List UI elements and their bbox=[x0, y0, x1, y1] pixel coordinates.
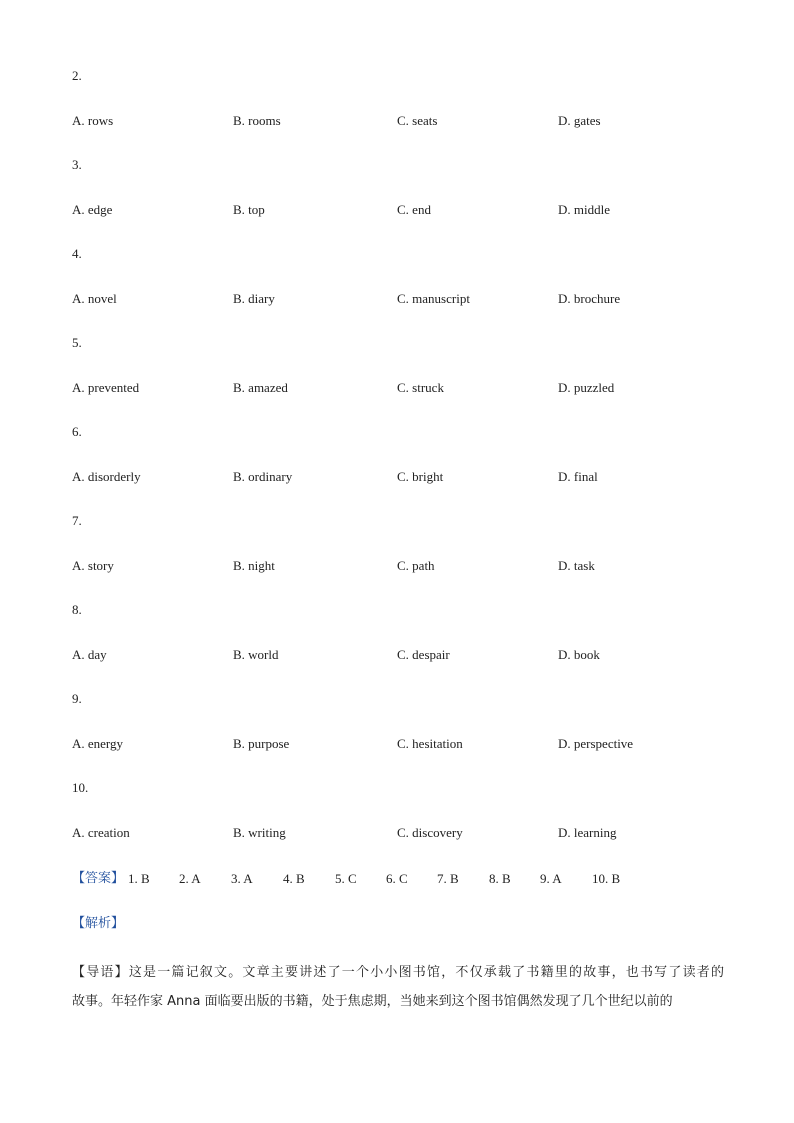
lead-line-2 bbox=[72, 987, 724, 1016]
option-b: B. diary bbox=[233, 291, 275, 306]
lead-label: 【导语】 bbox=[72, 965, 129, 980]
answer-item: 1. B bbox=[128, 871, 150, 886]
options-row bbox=[72, 113, 732, 129]
option-b: B. night bbox=[233, 558, 275, 573]
answer-item: 2. A bbox=[179, 871, 201, 886]
option-c: C. discovery bbox=[397, 825, 463, 840]
lead-line-1 bbox=[72, 958, 724, 987]
answer-item: 5. C bbox=[335, 871, 357, 886]
option-c: C. bright bbox=[397, 469, 444, 484]
answer-item: 9. A bbox=[540, 871, 562, 886]
question-number: 3. bbox=[72, 157, 82, 172]
option-a: A. edge bbox=[72, 202, 113, 217]
option-d: D. brochure bbox=[558, 291, 621, 306]
question-number: 7. bbox=[72, 513, 82, 528]
options-row bbox=[72, 647, 732, 663]
answer-label: 【答案】 bbox=[72, 871, 125, 886]
option-c: C. hesitation bbox=[397, 736, 463, 751]
option-b: B. ordinary bbox=[233, 469, 293, 484]
answer-item: 8. B bbox=[489, 871, 511, 886]
options-row bbox=[72, 558, 732, 574]
answer-key bbox=[72, 870, 732, 888]
option-d: D. final bbox=[558, 469, 598, 484]
lead-text-2: 故事。年轻作家 Anna 面临要出版的书籍，处于焦虑期，当她来到这个图书馆偶然发现了几个世纪以前的 bbox=[72, 994, 673, 1009]
option-a: A. novel bbox=[72, 291, 117, 306]
options-row bbox=[72, 291, 732, 307]
options-row bbox=[72, 825, 732, 841]
option-d: D. learning bbox=[558, 825, 617, 840]
option-a: A. story bbox=[72, 558, 114, 573]
option-c: C. despair bbox=[397, 647, 450, 662]
option-d: D. gates bbox=[558, 113, 601, 128]
options-row bbox=[72, 736, 732, 752]
option-c: C. end bbox=[397, 202, 431, 217]
option-d: D. task bbox=[558, 558, 595, 573]
option-a: A. energy bbox=[72, 736, 124, 751]
question-number: 10. bbox=[72, 780, 89, 795]
option-a: A. disorderly bbox=[72, 469, 141, 484]
option-c: C. seats bbox=[397, 113, 438, 128]
answer-item: 7. B bbox=[437, 871, 459, 886]
option-a: A. day bbox=[72, 647, 107, 662]
answer-item: 10. B bbox=[592, 871, 621, 886]
option-d: D. perspective bbox=[558, 736, 634, 751]
option-c: C. struck bbox=[397, 380, 444, 395]
option-b: B. writing bbox=[233, 825, 286, 840]
analysis-label: 【解析】 bbox=[72, 916, 125, 931]
option-b: B. world bbox=[233, 647, 279, 662]
question-number: 8. bbox=[72, 602, 82, 617]
answer-item: 4. B bbox=[283, 871, 305, 886]
question-number: 5. bbox=[72, 335, 82, 350]
option-c: C. manuscript bbox=[397, 291, 470, 306]
option-b: B. purpose bbox=[233, 736, 290, 751]
lead-text-1: 这是一篇记叙文。文章主要讲述了一个小小图书馆，不仅承载了书籍里的故事，也书写了读者的 bbox=[128, 965, 724, 980]
option-d: D. book bbox=[558, 647, 600, 662]
option-a: A. creation bbox=[72, 825, 130, 840]
question-number: 9. bbox=[72, 691, 82, 706]
option-b: B. amazed bbox=[233, 380, 288, 395]
option-b: B. rooms bbox=[233, 113, 281, 128]
question-number: 6. bbox=[72, 424, 82, 439]
options-row bbox=[72, 380, 732, 396]
option-b: B. top bbox=[233, 202, 265, 217]
option-a: A. rows bbox=[72, 113, 114, 128]
option-d: D. middle bbox=[558, 202, 610, 217]
option-d: D. puzzled bbox=[558, 380, 615, 395]
options-row bbox=[72, 202, 732, 218]
answer-item: 6. C bbox=[386, 871, 408, 886]
options-row bbox=[72, 469, 732, 485]
question-number: 2. bbox=[72, 68, 82, 83]
lead-paragraph bbox=[72, 958, 724, 1016]
question-number: 4. bbox=[72, 246, 82, 261]
option-c: C. path bbox=[397, 558, 435, 573]
answer-item: 3. A bbox=[231, 871, 253, 886]
option-a: A. prevented bbox=[72, 380, 140, 395]
